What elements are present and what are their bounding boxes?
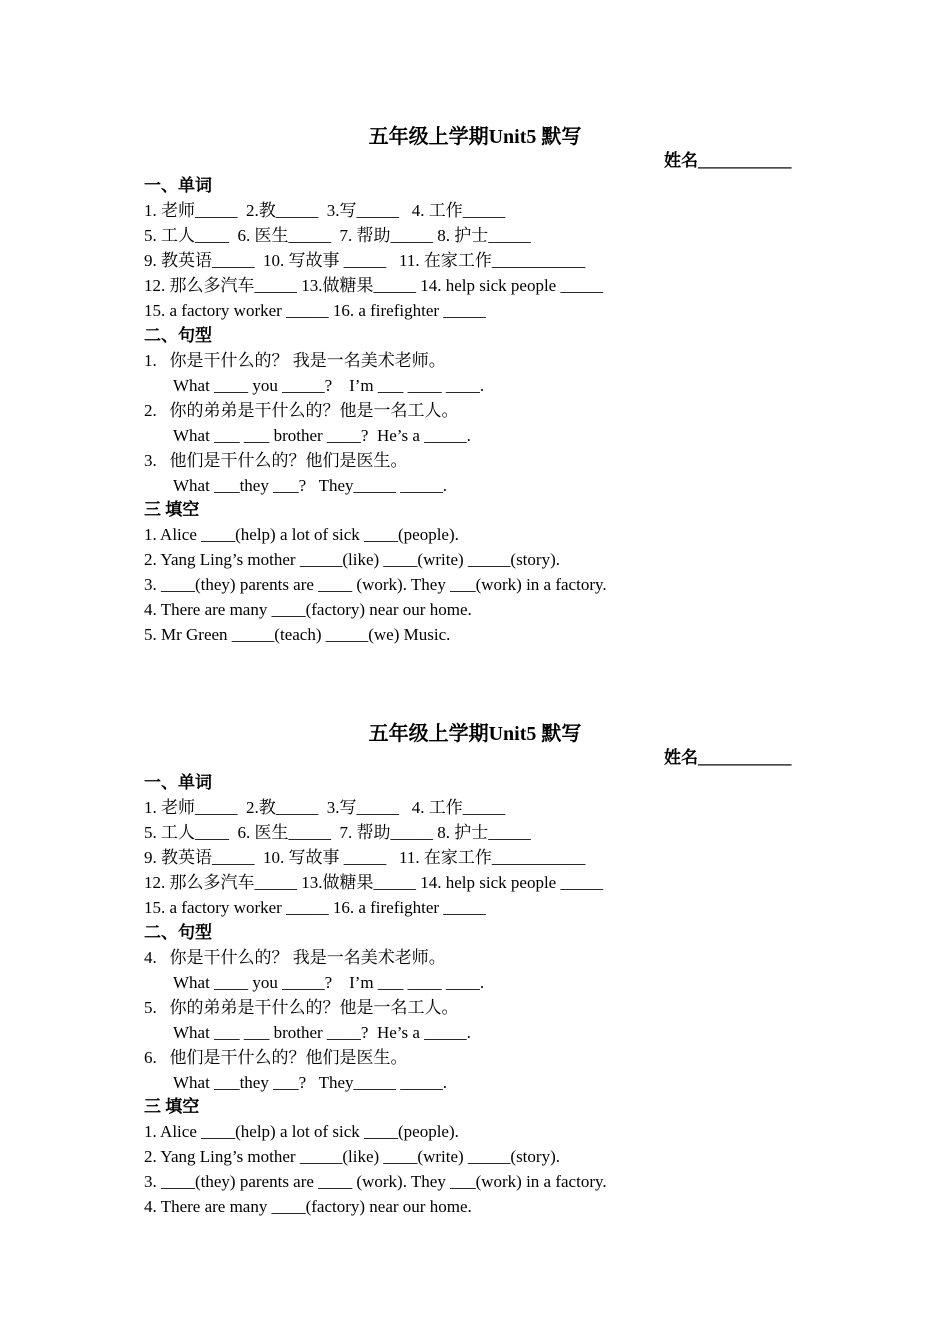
sentence-question: 1. 你是干什么的？ 我是一名美术老师。 [144,351,446,370]
fill-line: 2. Yang Ling’s mother _____(like) ____(write) _____(story). [144,550,560,569]
student-name-field[interactable]: 姓名___________ [664,151,792,170]
fill-line: 4. There are many ____(factory) near our home. [144,1197,472,1216]
vocab-line: 5. 工人____ 6. 医生_____ 7. 帮助_____ 8. 护士_____ [144,226,531,245]
section-sentence-heading: 二、句型 [144,326,212,345]
vocab-line: 15. a factory worker _____ 16. a firefighter _____ [144,898,486,917]
section-fill-heading: 三 填空 [144,500,200,519]
fill-line: 5. Mr Green _____(teach) _____(we) Music. [144,625,451,644]
vocab-line: 15. a factory worker _____ 16. a firefighter _____ [144,301,486,320]
fill-line: 1. Alice ____(help) a lot of sick ____(people). [144,1122,459,1141]
fill-line: 1. Alice ____(help) a lot of sick ____(people). [144,525,459,544]
vocab-line: 1. 老师_____ 2.教_____ 3.写_____ 4. 工作_____ [144,201,506,220]
vocab-line: 5. 工人____ 6. 医生_____ 7. 帮助_____ 8. 护士_____ [144,823,531,842]
student-name-field[interactable]: 姓名___________ [664,748,792,767]
worksheet-title: 五年级上学期Unit5 默写 [368,723,582,745]
fill-line: 4. There are many ____(factory) near our home. [144,600,472,619]
sentence-question: 2. 你的弟弟是干什么的？他是一名工人。 [144,401,459,420]
fill-line: 3. ____(they) parents are ____ (work). They ___(work) in a factory. [144,575,607,594]
sentence-answer: What ___ ___ brother ____? He’s a _____. [173,426,471,445]
vocab-line: 12. 那么多汽车_____ 13.做糖果_____ 14. help sick people _____ [144,276,603,295]
sentence-question: 6. 他们是干什么的？他们是医生。 [144,1048,408,1067]
sentence-question: 5. 你的弟弟是干什么的？他是一名工人。 [144,998,459,1017]
section-vocab-heading: 一、单词 [144,773,212,792]
fill-line: 3. ____(they) parents are ____ (work). They ___(work) in a factory. [144,1172,607,1191]
vocab-line: 9. 教英语_____ 10. 写故事 _____ 11. 在家工作___________ [144,251,586,270]
section-fill-heading: 三 填空 [144,1097,200,1116]
sentence-answer: What ___they ___? They_____ _____. [173,476,448,495]
sentence-question: 3. 他们是干什么的？他们是医生。 [144,451,408,470]
vocab-line: 9. 教英语_____ 10. 写故事 _____ 11. 在家工作___________ [144,848,586,867]
sentence-question: 4. 你是干什么的？ 我是一名美术老师。 [144,948,446,967]
sentence-answer: What ____ you _____? I’m ___ ____ ____. [173,973,485,992]
vocab-line: 1. 老师_____ 2.教_____ 3.写_____ 4. 工作_____ [144,798,506,817]
section-vocab-heading: 一、单词 [144,176,212,195]
sentence-answer: What ___ ___ brother ____? He’s a _____. [173,1023,471,1042]
worksheet-title: 五年级上学期Unit5 默写 [368,126,582,148]
section-sentence-heading: 二、句型 [144,923,212,942]
vocab-line: 12. 那么多汽车_____ 13.做糖果_____ 14. help sick people _____ [144,873,603,892]
sentence-answer: What ___they ___? They_____ _____. [173,1073,448,1092]
sentence-answer: What ____ you _____? I’m ___ ____ ____. [173,376,485,395]
fill-line: 2. Yang Ling’s mother _____(like) ____(write) _____(story). [144,1147,560,1166]
